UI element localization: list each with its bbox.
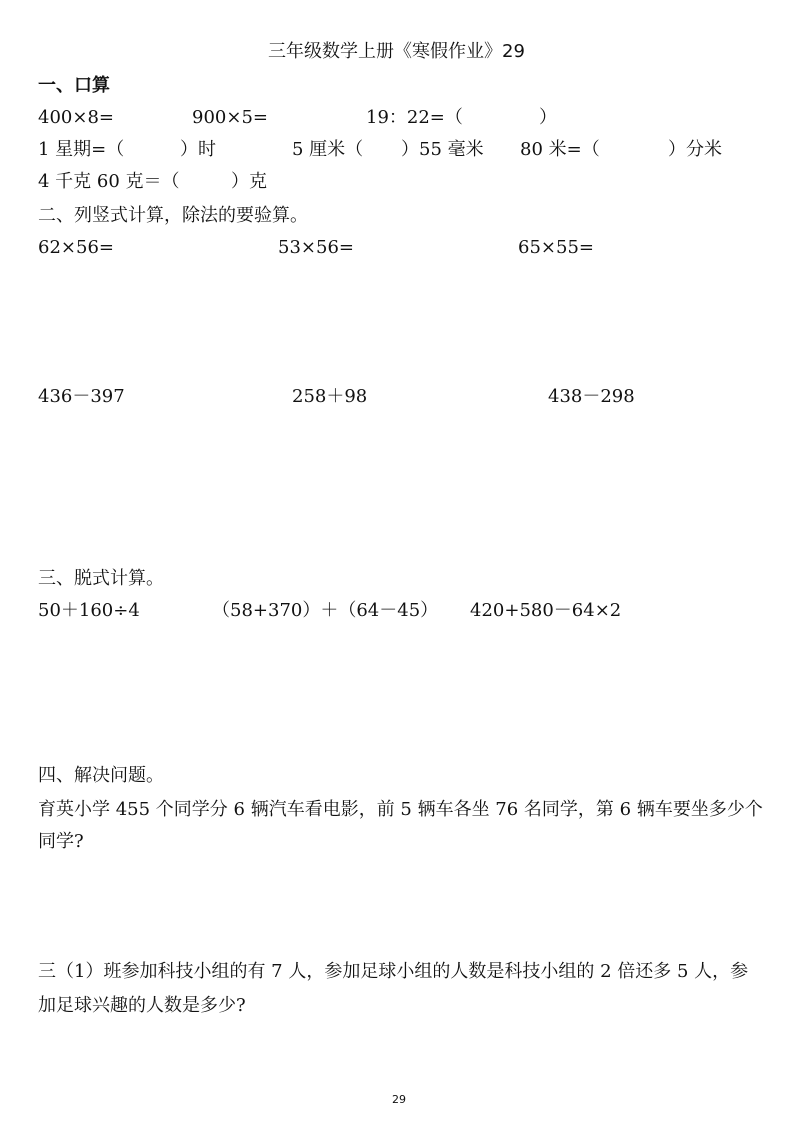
oral-calc-kg-g-unit: ）克 xyxy=(231,171,267,192)
oral-calc-900x5: 900×5= xyxy=(192,107,268,128)
oral-calc-m-dm-unit: ）分米 xyxy=(668,139,722,160)
oral-calc-cm-mm: 5 厘米（ xyxy=(292,139,364,160)
oral-calc-week-hours: 1 星期=（ xyxy=(38,139,125,160)
problem2-line1: 三（1）班参加科技小组的有 7 人，参加足球小组的人数是科技小组的 2 倍还多 5 人，参 xyxy=(38,961,749,982)
vertical-calc-258+98: 258＋98 xyxy=(292,386,368,407)
oral-calc-kg-g: 4 千克 60 克＝（ xyxy=(38,171,180,192)
oral-calc-week-hours-unit: ）时 xyxy=(180,139,216,160)
step-calc-3: 420+580－64×2 xyxy=(470,600,622,621)
section2-heading: 二、列竖式计算，除法的要验算。 xyxy=(38,205,308,226)
vertical-calc-436-397: 436－397 xyxy=(38,386,125,407)
section3-heading: 三、脱式计算。 xyxy=(38,568,164,589)
problem2-line2: 加足球兴趣的人数是多少? xyxy=(38,995,246,1016)
page-title: 三年级数学上册《寒假作业》29 xyxy=(268,41,525,62)
problem1-line1: 育英小学 455 个同学分 6 辆汽车看电影，前 5 辆车各坐 76 名同学，第 6 辆车要坐多少个 xyxy=(38,799,763,820)
step-calc-1: 50＋160÷4 xyxy=(38,600,140,621)
page-number: 29 xyxy=(392,1093,406,1106)
step-calc-2: （58+370）＋（64－45） xyxy=(212,600,439,621)
vertical-calc-65x55: 65×55= xyxy=(518,237,594,258)
problem1-line2: 同学? xyxy=(38,831,84,852)
oral-calc-400x8: 400×8= xyxy=(38,107,114,128)
vertical-calc-53x56: 53×56= xyxy=(278,237,354,258)
vertical-calc-62x56: 62×56= xyxy=(38,237,114,258)
section1-heading: 一、口算 xyxy=(38,75,110,96)
oral-calc-cm-mm-rest: ）55 毫米 xyxy=(401,139,484,160)
oral-calc-19-22-close: ） xyxy=(539,107,557,128)
section4-heading: 四、解决问题。 xyxy=(38,765,164,786)
oral-calc-19-22: 19：22=（ xyxy=(366,107,463,128)
vertical-calc-438-298: 438－298 xyxy=(548,386,635,407)
oral-calc-m-dm: 80 米=（ xyxy=(520,139,600,160)
